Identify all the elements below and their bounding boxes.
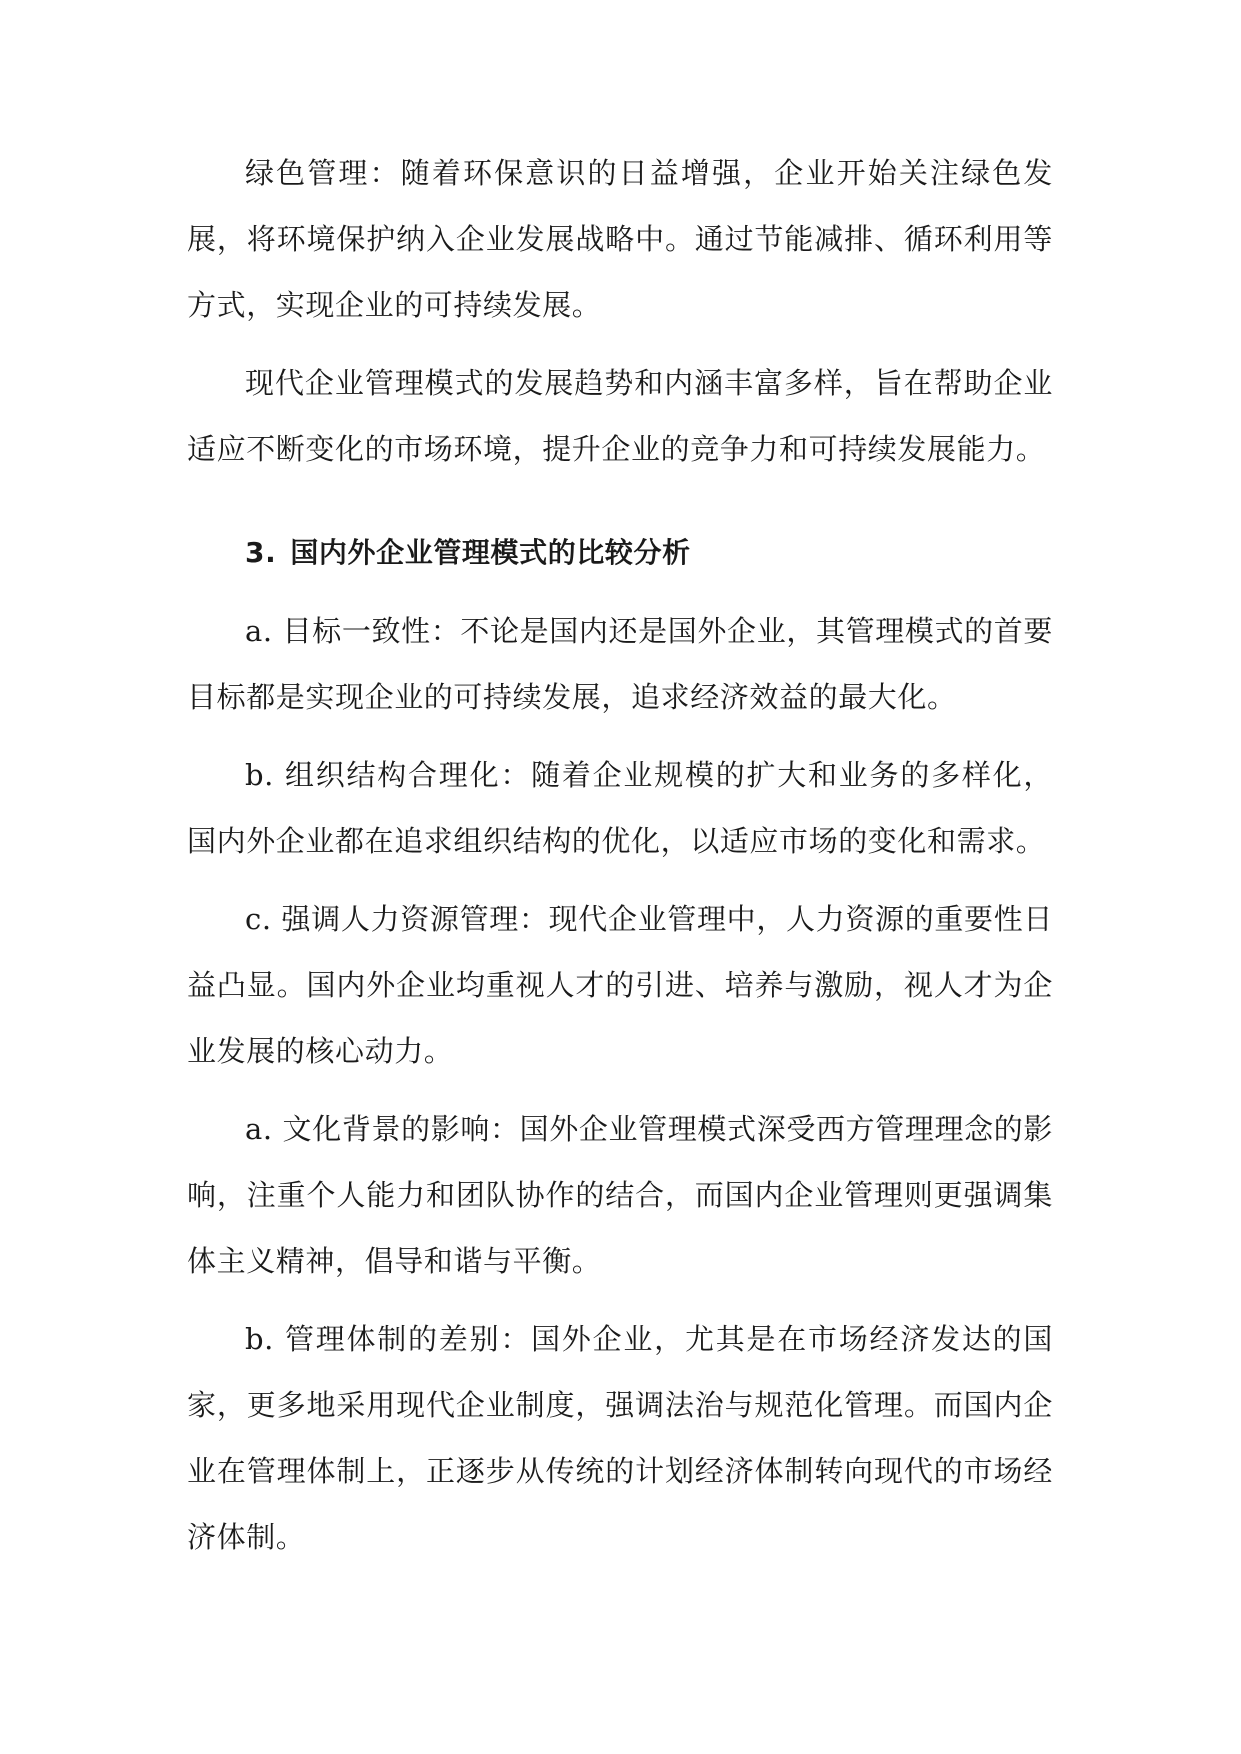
paragraph-human-resources: c. 强调人力资源管理：现代企业管理中，人力资源的重要性日益凸显。国内外企业均重视人才的引进、培养与激励，视人才为企业发展的核心动力。 bbox=[187, 902, 1053, 1068]
paragraph-goal-consistency: a. 目标一致性：不论是国内还是国外企业，其管理模式的首要目标都是实现企业的可持续发展，追求经济效益的最大化。 bbox=[187, 614, 1053, 714]
paragraph-cultural-background: a. 文化背景的影响：国外企业管理模式深受西方管理理念的影响，注重个人能力和团队协作的结合，而国内企业管理则更强调集体主义精神，倡导和谐与平衡。 bbox=[187, 1112, 1053, 1278]
section-number: 3. bbox=[245, 536, 277, 569]
paragraph-organization-structure: b. 组织结构合理化：随着企业规模的扩大和业务的多样化，国内外企业都在追求组织结构的优化，以适应市场的变化和需求。 bbox=[187, 758, 1053, 858]
paragraph-trend-summary: 现代企业管理模式的发展趋势和内涵丰富多样，旨在帮助企业适应不断变化的市场环境，提升企业的竞争力和可持续发展能力。 bbox=[187, 366, 1053, 466]
paragraph-green-management: 绿色管理：随着环保意识的日益增强，企业开始关注绿色发展，将环境保护纳入企业发展战略中。通过节能减排、循环利用等方式，实现企业的可持续发展。 bbox=[187, 156, 1053, 322]
paragraph-management-system: b. 管理体制的差别：国外企业，尤其是在市场经济发达的国家，更多地采用现代企业制度，强调法治与规范化管理。而国内企业在管理体制上，正逐步从传统的计划经济体制转向现代的市场经济体制。 bbox=[187, 1322, 1053, 1554]
section-title: 国内外企业管理模式的比较分析 bbox=[290, 536, 691, 569]
document-body bbox=[187, 140, 1053, 1582]
section-heading bbox=[187, 520, 1053, 586]
